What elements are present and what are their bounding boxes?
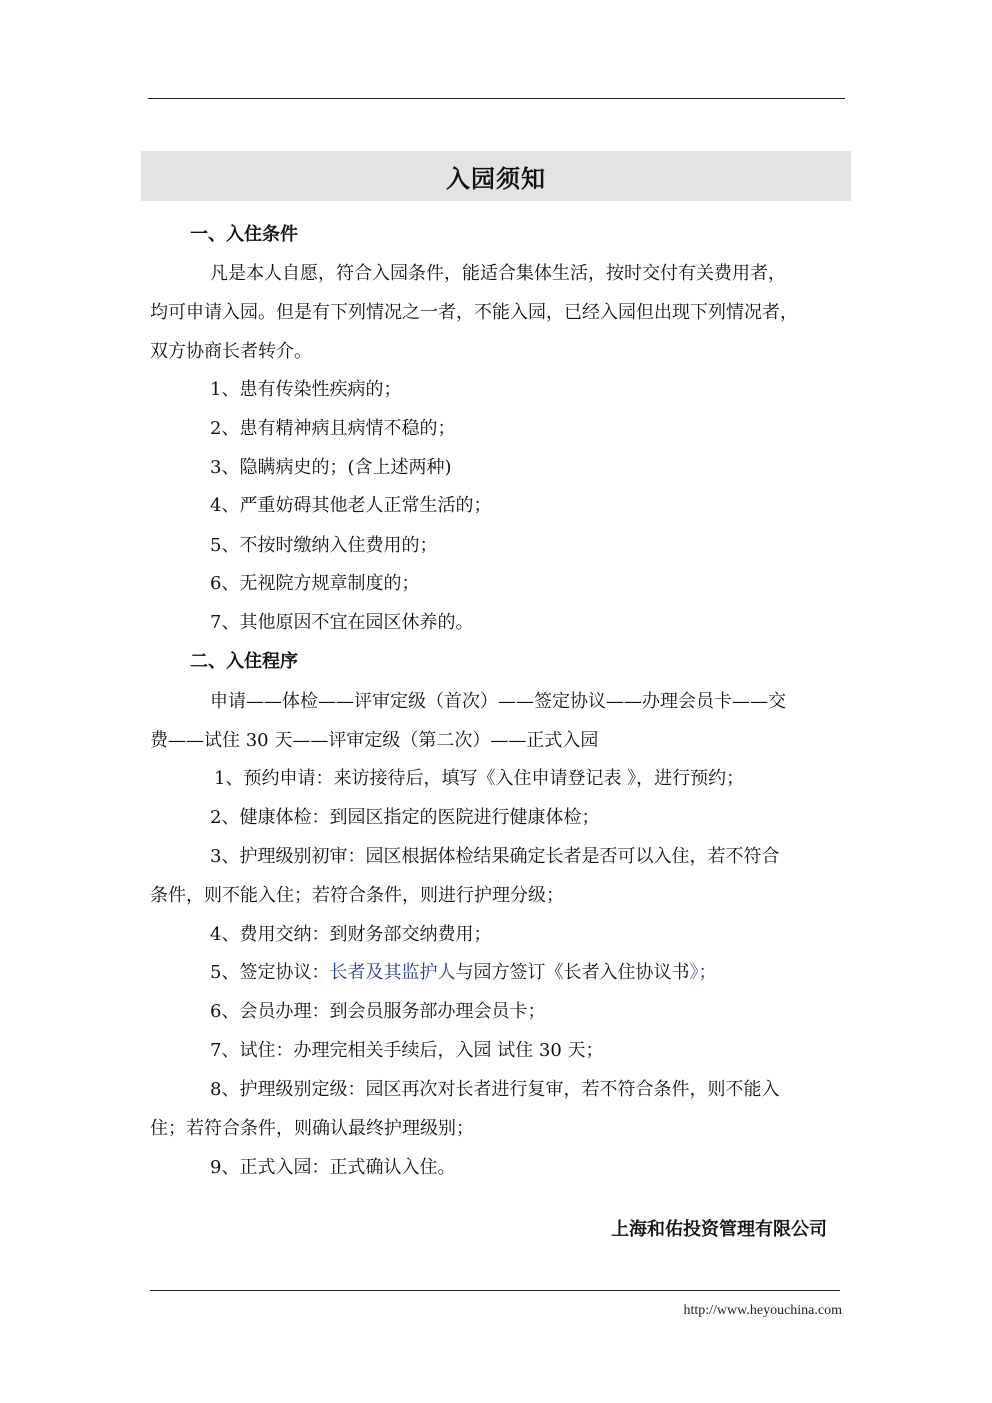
footer-url[interactable]: http://www.heyouchina.com xyxy=(683,1303,842,1318)
header-rule xyxy=(148,98,845,99)
step-5-suffix: 》； xyxy=(689,962,717,983)
step-3-line-1: 3、护理级别初审：园区根据体检结果确定长者是否可以入住，若不符合 xyxy=(210,846,780,867)
condition-item-1: 1、患有传染性疾病的； xyxy=(210,379,402,400)
step-9: 9、正式入园：正式确认入住。 xyxy=(210,1157,456,1178)
step-4: 4、费用交纳：到财务部交纳费用； xyxy=(210,924,492,945)
section2-heading: 二、入住程序 xyxy=(190,651,298,672)
step-5-prefix: 5、签定协议： xyxy=(210,962,330,983)
step-5-middle: 与园方签订《长者入住协议书 xyxy=(455,962,690,983)
condition-item-2: 2、患有精神病且病情不稳的； xyxy=(210,418,456,439)
footer-rule xyxy=(150,1290,840,1291)
step-3-line-2: 条件，则不能入住；若符合条件，则进行护理分级； xyxy=(150,885,564,906)
section1-para-line-3: 双方协商长者转介。 xyxy=(150,341,312,362)
section1-para-line-1: 凡是本人自愿，符合入园条件，能适合集体生活，按时交付有关费用者， xyxy=(210,263,786,284)
procedure-flow-line-2: 费——试住 30 天——评审定级（第二次）——正式入园 xyxy=(150,730,599,751)
section1-para-line-2: 均可申请入园。但是有下列情况之一者，不能入园，已经入园但出现下列情况者， xyxy=(150,302,798,323)
step-8-line-1: 8、护理级别定级：园区再次对长者进行复审，若不符合条件，则不能入 xyxy=(210,1079,780,1100)
condition-item-3: 3、隐瞒病史的；(含上述两种) xyxy=(210,457,452,478)
step-6: 6、会员办理：到会员服务部办理会员卡； xyxy=(210,1001,546,1022)
title-banner xyxy=(141,151,851,201)
condition-item-5: 5、不按时缴纳入住费用的； xyxy=(210,535,438,556)
condition-item-6: 6、无视院方规章制度的； xyxy=(210,573,420,594)
step-2: 2、健康体检：到园区指定的医院进行健康体检； xyxy=(210,807,600,828)
step-5 xyxy=(210,961,716,985)
company-name: 上海和佑投资管理有限公司 xyxy=(611,1219,827,1240)
step-5-guardian-text: 长者及其监护人 xyxy=(329,962,456,983)
step-1: 1、预约申请：来访接待后，填写《入住申请登记表 》，进行预约； xyxy=(214,768,745,789)
condition-item-7: 7、其他原因不宜在园区休养的。 xyxy=(210,612,474,633)
condition-item-4: 4、严重妨碍其他老人正常生活的； xyxy=(210,495,492,516)
section1-heading: 一、入住条件 xyxy=(190,224,298,245)
step-7: 7、试住：办理完相关手续后，入园 试住 30 天； xyxy=(210,1040,604,1061)
page-title: 入园须知 xyxy=(446,164,546,193)
step-8-line-2: 住；若符合条件，则确认最终护理级别； xyxy=(150,1118,474,1139)
procedure-flow-line-1: 申请——体检——评审定级（首次）——签定协议——办理会员卡——交 xyxy=(210,691,786,712)
